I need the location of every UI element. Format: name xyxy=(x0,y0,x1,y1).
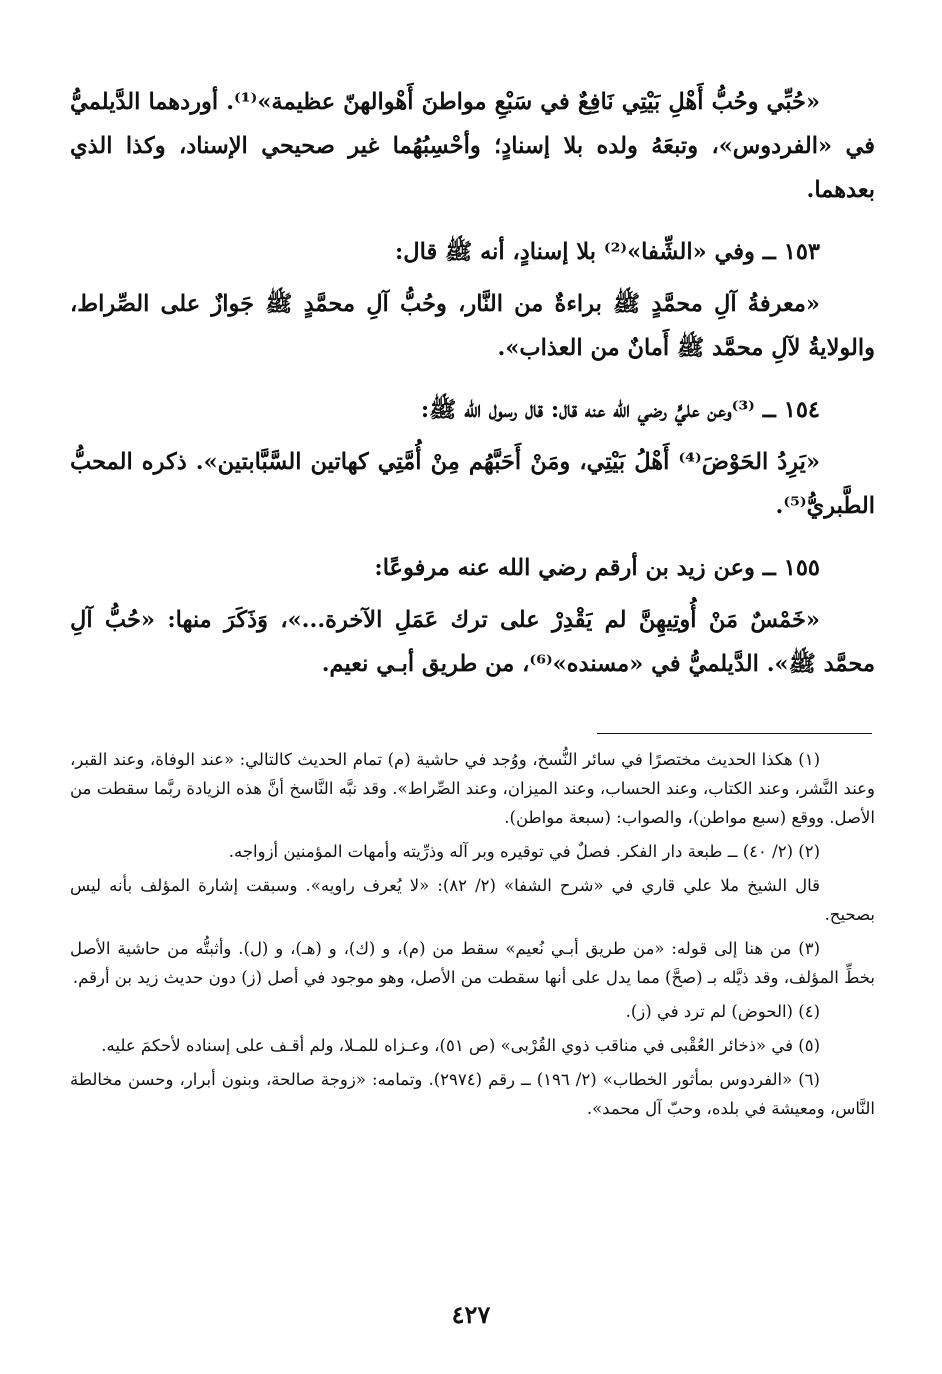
footnote-1: (١) هكذا الحديث مختصرًا في سائر النُّسخ، ووُجد في حاشية (م) تمام الحديث كالتالي: «عند الوفاة، وعند القبر، وعند النَّشر، وعند الكتاب، وعند الحساب، وعند الميزان، وعند الصِّراط». وقد نبَّه النَّاسخ أنَّ هذه الزيادة ربَّما سقطت من الأصل. ووقع (سبع مواطن)، والصواب: (سبعة مواطن). xyxy=(70,750,875,827)
footnote-2-continuation: قال الشيخ ملا علي قاري في «شرح الشفا» (٢/ ٨٢): «لا يُعرف راويه». وسبقت إشارة المؤلف بأنه ليس بصحيح. xyxy=(70,876,875,924)
footnote-4: (٤) (الحوض) لم ترد في (ز). xyxy=(625,1002,820,1021)
footnote-divider xyxy=(597,733,872,734)
footnote-6: (٦) «الفردوس بمأثور الخطاب» (٢/ ١٩٦) ــ رقم (٢٩٧٤). وتمامه: «زوجة صالحة، وبنون أبرار، وحسن مخالطة النَّاس، ومعيشة في بلده، وحبّ آل محمد». xyxy=(70,1070,875,1118)
paragraph-hadith-155-text: «خَمْسٌ مَنْ أُوتِيهِنَّ لم يَقْدِرْ على ترك عَمَلِ الآخرة...»، وَذَكَرَ منها: «حُبُّ آلِ محمَّد ﷺ». الدَّيلميُّ في «مسنده»⁽⁶⁾، من طريق أبـي نعيم. xyxy=(70,607,875,677)
footnote-5: (٥) في «ذخائر العُقْبى في مناقب ذوي القُرْبى» (ص ٥١)، وعـزاه للمـلا، ولم أقـف على إسناده لأحكمَ عليه. xyxy=(101,1036,820,1055)
main-text xyxy=(70,80,875,704)
heading-hadith-155: ١٥٥ ــ وعن زيد بن أرقم رضي الله عنه مرفوعًا: xyxy=(374,555,820,581)
paragraph-hadith-154-text: «يَرِدُ الحَوْضَ⁽⁴⁾ أَهْلُ بَيْتِي، ومَنْ أَحَبَّهُم مِنْ أُمَّتِي كهاتين السَّبَّابتين». ذكره المحبُّ الطَّبريُّ⁽⁵⁾. xyxy=(70,449,875,519)
paragraph-hadith-153-text: «معرفةُ آلِ محمَّدٍ ﷺ براءةٌ من النَّار، وحُبُّ آلِ محمَّدٍ ﷺ جَوازٌ على الصِّراط، والولايةُ لآلِ محمَّد ﷺ أَمانٌ من العذاب». xyxy=(70,291,875,361)
page-number: ٤٢٧ xyxy=(451,1300,491,1329)
paragraph-hadith-love: «حُبِّي وحُبُّ أَهْلِ بَيْتِي نَافِعٌ في سَبْعِ مواطنَ أَهْوالهنّ عظيمة»⁽¹⁾. أوردهما الدَّيلميُّ في «الفردوس»، وتبعَهُ ولده بلا إسنادٍ؛ وأحْسِبُهُما غير صحيحي الإسناد، وكذا الذي بعدهما. xyxy=(70,89,875,203)
heading-hadith-154: ١٥٤ ــ ⁽³⁾وعن عليٍّ رضي الله عنه قال: قال رسول الله ﷺ: xyxy=(420,397,820,423)
footnote-2: (٢) (٢/ ٤٠) ــ طبعة دار الفكر. فصلٌ في توقيره وبر آله وذرِّيته وأمهات المؤمنين أزواجه. xyxy=(228,842,820,861)
footnote-3: (٣) من هنا إلى قوله: «من طريق أبـي نُعيم» سقط من (م)، و (ك)، و (هـ)، و (ل). وأثبتُّه من حاشية الأصل بخطِّ المؤلف، وقد ذيَّله بـ (صحَّ) مما يدل على أنها سقطت من الأصل، وهو موجود في أصل (ز) دون حديث زيد بن أرقم. xyxy=(70,939,875,987)
heading-hadith-153: ١٥٣ ــ وفي «الشِّفا»⁽²⁾ بلا إسنادٍ، أنه ﷺ قال: xyxy=(394,239,820,265)
footnotes xyxy=(70,745,875,1128)
